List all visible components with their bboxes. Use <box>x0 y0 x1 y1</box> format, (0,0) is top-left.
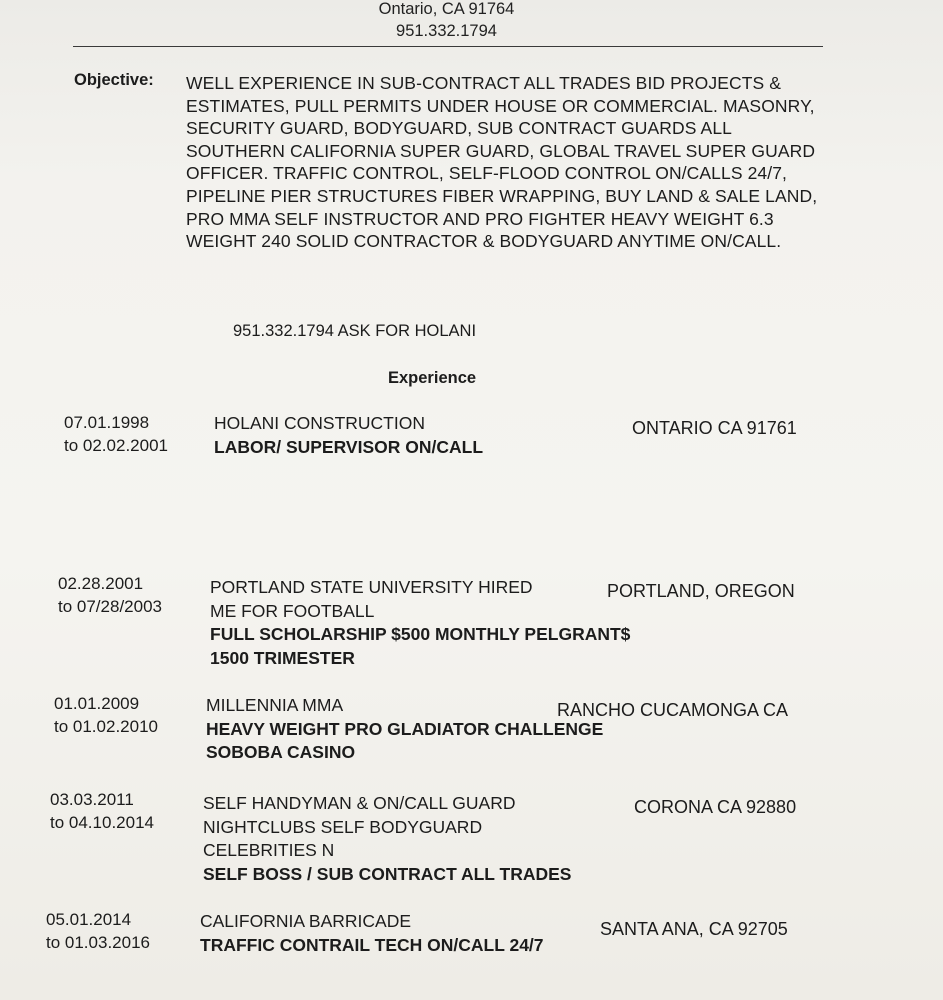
entry-employer-line-3: CELEBRITIES N <box>203 840 335 860</box>
entry-employer: PORTLAND STATE UNIVERSITY HIRED <box>210 577 533 597</box>
entry-location: CORONA CA 92880 <box>634 797 797 817</box>
entry-dates <box>58 572 162 618</box>
entry-details <box>214 412 483 459</box>
entry-location: ONTARIO CA 91761 <box>632 418 797 438</box>
entry-employer: MILLENNIA MMA <box>206 695 344 715</box>
header-phone: 951.332.1794 <box>396 22 497 40</box>
entry-location: PORTLAND, OREGON <box>607 581 795 601</box>
entry-role-line-2: SOBOBA CASINO <box>206 742 356 762</box>
entry-date-to: to 01.02.2010 <box>54 717 158 736</box>
entry-date-to: to 04.10.2014 <box>50 813 154 832</box>
entry-role-line-2: 1500 TRIMESTER <box>210 647 355 668</box>
entry-date-to: to 02.02.2001 <box>64 436 168 455</box>
entry-employer-line-2: ME FOR FOOTBALL <box>210 600 375 621</box>
entry-date-to: to 01.03.2016 <box>46 933 150 952</box>
header-divider <box>73 46 823 47</box>
entry-role: TRAFFIC CONTRAIL TECH ON/CALL 24/7 <box>200 934 544 955</box>
entry-details <box>210 576 630 670</box>
experience-heading: Experience <box>388 369 477 387</box>
objective-label: Objective: <box>74 71 154 89</box>
entry-role: HEAVY WEIGHT PRO GLADIATOR CHALLENGE <box>206 718 604 739</box>
entry-date-from: 03.03.2011 <box>50 790 134 809</box>
contact-line: 951.332.1794 ASK FOR HOLANI <box>233 322 477 340</box>
entry-role: FULL SCHOLARSHIP $500 MONTHLY PELGRANT$ <box>210 624 631 644</box>
entry-date-from: 05.01.2014 <box>46 910 132 929</box>
entry-location: RANCHO CUCAMONGA CA <box>557 700 789 720</box>
entry-employer: HOLANI CONSTRUCTION <box>214 413 425 433</box>
entry-date-from: 07.01.1998 <box>64 413 150 432</box>
entry-dates <box>54 692 158 738</box>
entry-dates <box>50 788 154 834</box>
entry-role: SELF BOSS / SUB CONTRACT ALL TRADES <box>203 863 572 884</box>
entry-dates <box>64 411 168 457</box>
entry-role: LABOR/ SUPERVISOR ON/CALL <box>214 436 484 457</box>
entry-employer-line-2: NIGHTCLUBS SELF BODYGUARD <box>203 816 483 837</box>
entry-location: SANTA ANA, CA 92705 <box>600 919 788 939</box>
resume-header <box>0 0 893 42</box>
entry-details <box>206 694 603 765</box>
entry-date-from: 01.01.2009 <box>54 694 140 713</box>
entry-employer: CALIFORNIA BARRICADE <box>200 911 412 931</box>
header-city-line: Ontario, CA 91764 <box>378 0 515 18</box>
entry-details <box>200 910 544 957</box>
entry-date-from: 02.28.2001 <box>58 574 144 593</box>
entry-dates <box>46 908 150 954</box>
entry-details <box>203 792 571 886</box>
objective-text: WELL EXPERIENCE IN SUB-CONTRACT ALL TRADES BID PROJECTS & ESTIMATES, PULL PERMITS UNDER HOUSE OR COMMERCIAL. MASONRY, SECURITY GUARD, BODYGUARD, SUB CONTRACT GUARDS ALL SOUTHERN CALIFORNIA SUPER GUARD, GLOBAL TRAVEL SUPER GUARD OFFICER. TRAFFIC CONTROL, SELF-FLOOD CONTROL ON/CALLS 24/7, PIPELINE PIER STRUCTURES FIBER WRAPPING, BUY LAND & SALE LAND, PRO MMA SELF INSTRUCTOR AND PRO FIGHTER HEAVY WEIGHT 6.3 WEIGHT 240 SOLID CONTRACTOR & BODYGUARD ANYTIME ON/CALL. <box>186 73 818 252</box>
entry-employer: SELF HANDYMAN & ON/CALL GUARD <box>203 793 516 813</box>
entry-date-to: to 07/28/2003 <box>58 597 162 616</box>
